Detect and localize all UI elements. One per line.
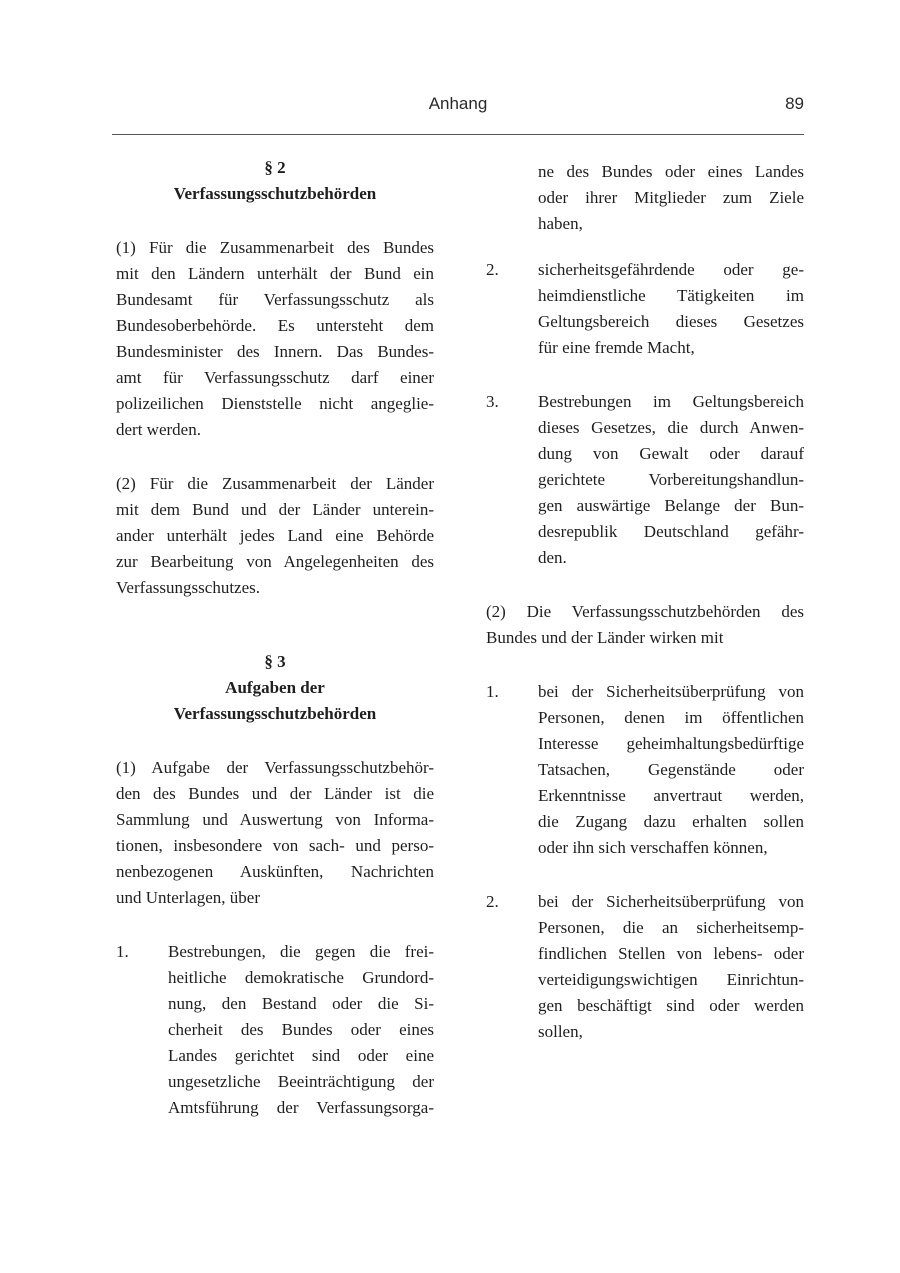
running-title: Anhang [428, 94, 488, 113]
participation-item-1 [486, 679, 804, 861]
list-item-number: 2. [486, 260, 499, 279]
section-3-number: § 3 [264, 652, 286, 671]
text-line: ne des Bundes oder eines Landes [538, 162, 804, 181]
section-3-title-line-2: Verfassungsschutzbehörden [173, 704, 377, 723]
text-line: oder ihn sich verschaffen können, [538, 838, 768, 857]
text-line: Bestrebungen im Geltungsbereich [538, 392, 804, 411]
text-line: Geltungsbereich dieses Gesetzes [538, 312, 804, 331]
text-line: (2) Die Verfassungsschutzbehörden des [486, 602, 804, 621]
text-line: heimdienstliche Tätigkeiten im [538, 286, 804, 305]
left-column [116, 155, 434, 1121]
text-line: nenbezogenen Auskünften, Nachrichten [116, 862, 434, 881]
section-2-number: § 2 [264, 158, 286, 177]
page-number: 89 [785, 94, 804, 113]
text-line: polizeilichen Dienststelle nicht angeglie- [116, 394, 434, 413]
page-header [112, 94, 804, 120]
text-line: Erkenntnisse anvertraut werden, [538, 786, 804, 805]
text-line: haben, [538, 214, 583, 233]
text-line: heitliche demokratische Grundord- [168, 968, 434, 987]
text-line: Verfassungsschutzes. [116, 578, 260, 597]
text-line: mit dem Bund und der Länder unterein- [116, 500, 434, 519]
section-2-paragraph-2 [116, 471, 434, 601]
text-line: Bundes und der Länder wirken mit [486, 628, 724, 647]
text-line: oder ihrer Mitglieder zum Ziele [538, 188, 804, 207]
text-line: Bestrebungen, die gegen die frei- [168, 942, 434, 961]
section-2 [116, 155, 434, 601]
text-line: ander unterhält jedes Land eine Behörde [116, 526, 434, 545]
text-line: gerichtete Vorbereitungshandlun- [538, 470, 804, 489]
text-line: den. [538, 548, 567, 567]
section-3-title-line-1: Aufgaben der [225, 678, 325, 697]
text-line: Personen, denen im öffentlichen [538, 708, 804, 727]
text-line: gen auswärtige Belange der Bun- [538, 496, 804, 515]
text-line: sicherheitsgefährdende oder ge- [538, 260, 804, 279]
text-line: und Unterlagen, über [116, 888, 260, 907]
text-line: cherheit des Bundes oder eines [168, 1020, 434, 1039]
list-item-number: 1. [116, 942, 129, 961]
text-line: Tatsachen, Gegenstände oder [538, 760, 804, 779]
text-line: bei der Sicherheitsüberprüfung von [538, 892, 804, 911]
text-line: dert werden. [116, 420, 201, 439]
text-line: den des Bundes und der Länder ist die [116, 784, 434, 803]
text-line: zur Bearbeitung von Angelegenheiten des [116, 552, 434, 571]
text-line: Personen, die an sicherheitsemp- [538, 918, 804, 937]
text-line: Bundesminister des Innern. Das Bundes- [116, 342, 434, 361]
text-line: amt für Verfassungsschutz darf einer [116, 368, 434, 387]
text-line: Bundesamt für Verfassungsschutz als [116, 290, 434, 309]
text-line: die Zugang dazu erhalten sollen [538, 812, 804, 831]
header-divider [112, 134, 804, 135]
list-item-number: 1. [486, 682, 499, 701]
list-item-1 [116, 939, 434, 1121]
text-line: (1) Für die Zusammenarbeit des Bundes [116, 238, 434, 257]
text-line: sollen, [538, 1022, 583, 1041]
list-item-number: 3. [486, 392, 499, 411]
text-line: desrepublik Deutschland gefähr- [538, 522, 804, 541]
section-2-title: Verfassungsschutzbehörden [173, 184, 377, 203]
section-2-paragraph-1 [116, 235, 434, 443]
list-item-2 [486, 257, 804, 361]
text-line: Interesse geheimhaltungsbedürftige [538, 734, 804, 753]
text-line: (1) Aufgabe der Verfassungsschutzbehör- [116, 758, 434, 777]
text-line: verteidigungswichtigen Einrichtun- [538, 970, 804, 989]
participation-item-2 [486, 889, 804, 1045]
text-line: (2) Für die Zusammenarbeit der Länder [116, 474, 434, 493]
list-item-1-continued [486, 159, 804, 237]
right-column [486, 159, 804, 1045]
text-line: für eine fremde Macht, [538, 338, 695, 357]
section-3-paragraph-1 [116, 755, 434, 911]
text-line: mit den Ländern unterhält der Bund ein [116, 264, 434, 283]
text-line: dung von Gewalt oder darauf [538, 444, 804, 463]
text-line: bei der Sicherheitsüberprüfung von [538, 682, 804, 701]
text-line: Landes gerichtet sind oder eine [168, 1046, 434, 1065]
text-line: Bundesoberbehörde. Es untersteht dem [116, 316, 434, 335]
list-item-3 [486, 389, 804, 571]
text-line: tionen, insbesondere von sach- und perso- [116, 836, 434, 855]
text-line: Amtsführung der Verfassungsorga- [168, 1098, 434, 1117]
section-3-paragraph-2 [486, 599, 804, 651]
text-line: Sammlung und Auswertung von Informa- [116, 810, 434, 829]
list-item-number: 2. [486, 892, 499, 911]
text-line: findlichen Stellen von lebens- oder [538, 944, 804, 963]
text-line: gen beschäftigt sind oder werden [538, 996, 804, 1015]
text-line: ungesetzliche Beeinträchtigung der [168, 1072, 434, 1091]
text-line: nung, den Bestand oder die Si- [168, 994, 434, 1013]
section-3 [116, 649, 434, 1121]
text-line: dieses Gesetzes, die durch Anwen- [538, 418, 804, 437]
